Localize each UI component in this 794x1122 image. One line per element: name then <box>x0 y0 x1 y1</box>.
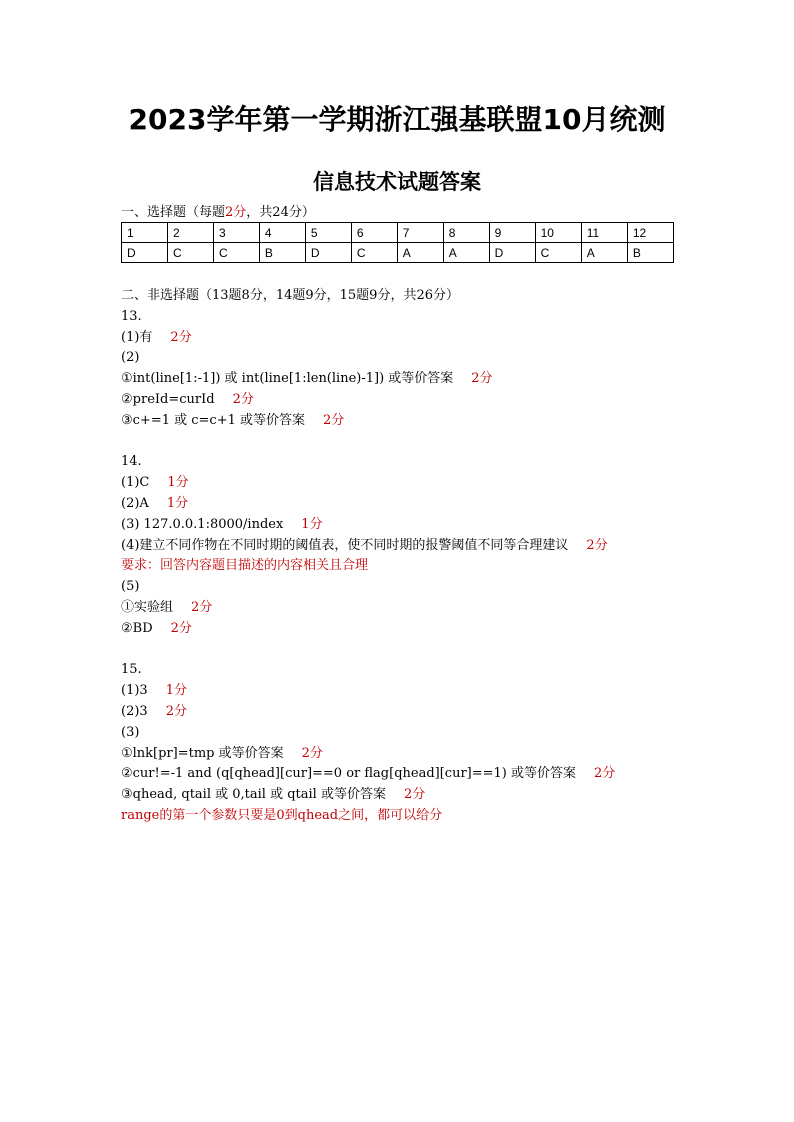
question-number-cell: 4 <box>259 223 305 243</box>
page-title: 2023学年第一学期浙江强基联盟10月统测 <box>128 103 666 136</box>
section-1-heading <box>121 201 315 220</box>
answer-text: (1)3 <box>121 683 148 699</box>
answer-text: ①lnk[pr]=tmp 或等价答案 <box>121 745 284 761</box>
score-label: 1分 <box>167 475 189 491</box>
question-number-cell: 5 <box>305 223 351 243</box>
answer-text: (2)A <box>121 495 149 511</box>
score-label: 1分 <box>166 495 189 511</box>
answer-line <box>121 473 741 494</box>
question-number-cell: 2 <box>167 223 213 243</box>
answer-text: ①实验组 <box>121 599 174 615</box>
answer-line <box>121 598 741 619</box>
score-label: 2分 <box>323 412 345 428</box>
answer-cell: C <box>213 243 259 263</box>
answer-text: 14. <box>121 454 142 470</box>
answer-line <box>121 723 741 744</box>
answer-line <box>121 494 741 515</box>
requirement-note: range的第一个参数只要是0到qhead之间，都可以给分 <box>121 807 443 823</box>
answer-line <box>121 432 741 453</box>
answer-cell: D <box>305 243 351 263</box>
answer-cell: C <box>167 243 213 263</box>
answer-cell: A <box>581 243 627 263</box>
section-2-heading: 二、非选择题（13题8分，14题9分，15题9分，共26分） <box>121 288 459 303</box>
answer-line <box>121 452 741 473</box>
score-label: 2分 <box>471 371 493 387</box>
answer-text: (3) 127.0.0.1:8000/index <box>121 516 284 532</box>
answer-line <box>121 702 741 723</box>
section-1-prefix: 一、选择题（每题 <box>121 205 226 220</box>
answer-text: 13. <box>121 308 142 324</box>
answer-text: (3) <box>121 724 140 740</box>
answer-line <box>121 390 741 411</box>
answer-line <box>121 785 741 806</box>
score-label: 2分 <box>165 703 187 719</box>
score-label: 2分 <box>594 766 616 782</box>
question-number-cell: 11 <box>581 223 627 243</box>
question-number-cell: 12 <box>627 223 673 243</box>
question-number-cell: 7 <box>397 223 443 243</box>
answer-cell: C <box>535 243 581 263</box>
answer-line <box>121 577 741 598</box>
answer-cell: A <box>443 243 489 263</box>
answer-text: ②cur!=-1 and (q[qhead][cur]==0 or flag[qhead][cur]==1) 或等价答案 <box>121 766 577 782</box>
answer-text: ①int(line[1:-1]) 或 int(line[1:len(line)-1]) 或等价答案 <box>121 371 454 387</box>
answer-line <box>121 619 741 640</box>
score-label: 2分 <box>403 787 426 803</box>
score-label: 2分 <box>586 537 608 553</box>
answer-text: (2)3 <box>121 703 148 719</box>
answer-line <box>121 764 741 785</box>
answer-lines <box>121 286 741 827</box>
answer-line <box>121 369 741 390</box>
answer-line <box>121 744 741 765</box>
question-number-cell: 8 <box>443 223 489 243</box>
answer-cell: B <box>627 243 673 263</box>
answer-text: ③c+=1 或 c=c+1 或等价答案 <box>121 412 306 428</box>
answer-text: ③qhead, qtail 或 0,tail 或 qtail 或等价答案 <box>121 787 386 803</box>
question-number-row <box>122 223 674 243</box>
answer-text: ②preId=curId <box>121 391 215 407</box>
answer-text: (2) <box>121 350 140 366</box>
answer-line <box>121 536 741 557</box>
answer-text: (5) <box>121 579 140 595</box>
answer-line <box>121 556 741 577</box>
score-label: 1分 <box>301 516 323 532</box>
answer-text: (1)C <box>121 475 150 491</box>
score-label: 1分 <box>165 683 187 699</box>
answer-text: 15. <box>121 662 142 678</box>
answer-table <box>121 222 674 263</box>
question-number-cell: 9 <box>489 223 535 243</box>
answer-cell: C <box>351 243 397 263</box>
question-number-cell: 10 <box>535 223 581 243</box>
answer-line <box>121 307 741 328</box>
answer-line <box>121 411 741 432</box>
answer-line <box>121 328 741 349</box>
requirement-note: 要求：回答内容题目描述的内容相关且合理 <box>121 558 369 574</box>
answer-cell: A <box>397 243 443 263</box>
answer-line <box>121 640 741 661</box>
answer-cell: D <box>122 243 168 263</box>
answer-line <box>121 681 741 702</box>
answer-cell: D <box>489 243 535 263</box>
section-1-points: 2分 <box>225 205 247 220</box>
score-label: 2分 <box>170 329 192 345</box>
answer-line <box>121 348 741 369</box>
page-subtitle: 信息技术试题答案 <box>313 170 481 194</box>
answer-text: (4)建立不同作物在不同时期的阈值表，使不同时期的报警阈值不同等合理建议 <box>121 537 569 553</box>
answer-text: (1)有 <box>121 329 153 345</box>
section-1-suffix: ，共24分） <box>246 205 315 220</box>
question-number-cell: 1 <box>122 223 168 243</box>
answer-cell: B <box>259 243 305 263</box>
score-label: 2分 <box>232 391 254 407</box>
question-number-cell: 6 <box>351 223 397 243</box>
question-number-cell: 3 <box>213 223 259 243</box>
score-label: 2分 <box>301 745 323 761</box>
answer-text: ②BD <box>121 620 153 636</box>
answer-line <box>121 515 741 536</box>
answer-row <box>122 243 674 263</box>
answer-line <box>121 806 741 827</box>
score-label: 2分 <box>191 599 213 615</box>
answer-line <box>121 660 741 681</box>
score-label: 2分 <box>170 620 192 636</box>
